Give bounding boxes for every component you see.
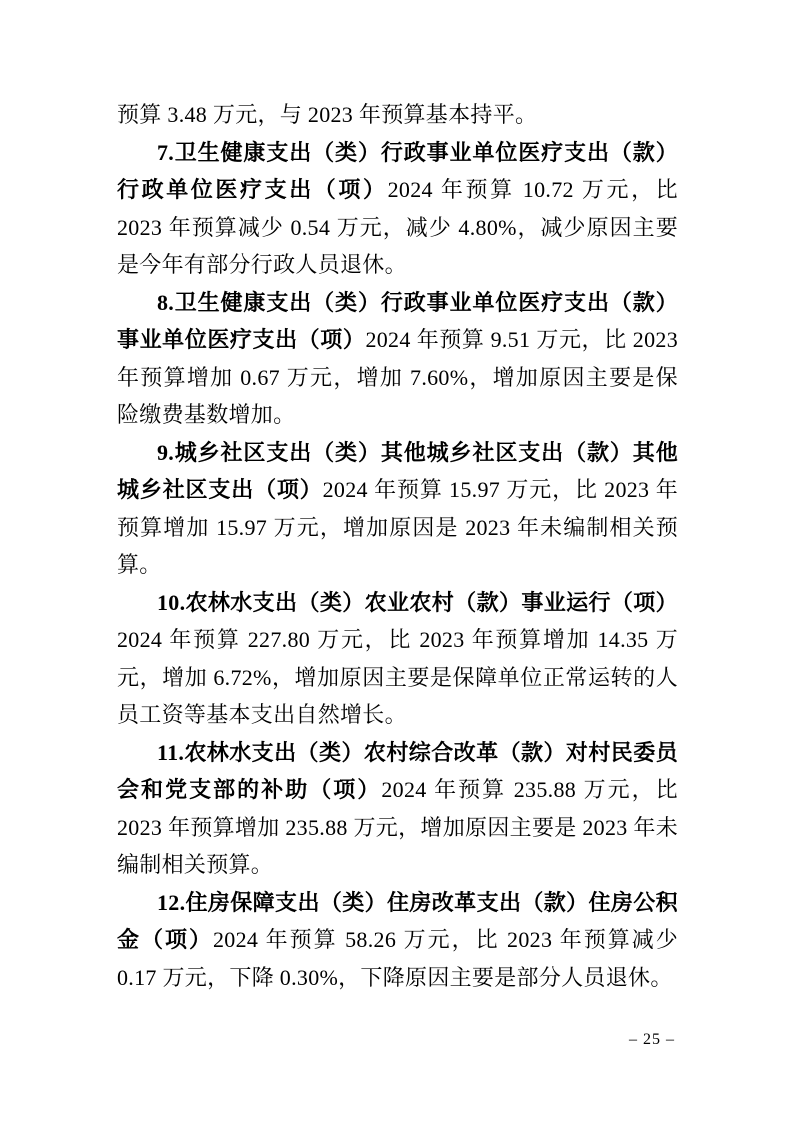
budget-item-10 (117, 584, 678, 734)
document-body (117, 96, 678, 996)
budget-item-8-text: 2024 年预算 9.51 万元，比 2023 年预算增加 0.67 万元，增加 7.60%，增加原因主要是保险缴费基数增加。 (117, 327, 678, 427)
budget-item-9-heading: 9.城乡社区支出（类）其他城乡社区支出（款）其他城乡社区支出（项） (117, 439, 678, 502)
budget-item-10-heading: 10.农林水支出（类）农业农村（款）事业运行（项） (157, 589, 678, 615)
budget-item-11 (117, 734, 678, 884)
paragraph-continuation: 预算 3.48 万元，与 2023 年预算基本持平。 (117, 102, 538, 127)
budget-item-12-text: 2024 年预算 58.26 万元，比 2023 年预算减少 0.17 万元，下降 0.30%，下降原因主要是部分人员退休。 (117, 927, 678, 990)
budget-item-9-text: 2024 年预算 15.97 万元，比 2023 年预算增加 15.97 万元，增加原因是 2023 年未编制相关预算。 (117, 477, 678, 577)
budget-item-12-heading: 12.住房保障支出（类）住房改革支出（款）住房公积金（项） (117, 889, 678, 952)
budget-item-7 (117, 134, 678, 284)
budget-item-11-text: 2024 年预算 235.88 万元，比 2023 年预算增加 235.88 万元，增加原因主要是 2023 年未编制相关预算。 (117, 777, 678, 877)
budget-item-7-text: 2024 年预算 10.72 万元，比 2023 年预算减少 0.54 万元，减少 4.80%，减少原因主要是今年有部分行政人员退休。 (117, 177, 678, 277)
page-number: – 25 – (629, 1031, 675, 1048)
budget-item-11-heading: 11.农林水支出（类）农村综合改革（款）对村民委员会和党支部的补助（项） (117, 739, 678, 802)
budget-item-10-text: 2024 年预算 227.80 万元，比 2023 年预算增加 14.35 万元，增加 6.72%，增加原因主要是保障单位正常运转的人员工资等基本支出自然增长。 (117, 627, 678, 727)
budget-item-8 (117, 284, 678, 434)
budget-item-12 (117, 884, 678, 997)
budget-item-8-heading: 8.卫生健康支出（类）行政事业单位医疗支出（款）事业单位医疗支出（项） (117, 289, 678, 352)
budget-item-9 (117, 434, 678, 584)
budget-item-7-heading: 7.卫生健康支出（类）行政事业单位医疗支出（款）行政单位医疗支出（项） (117, 139, 678, 202)
